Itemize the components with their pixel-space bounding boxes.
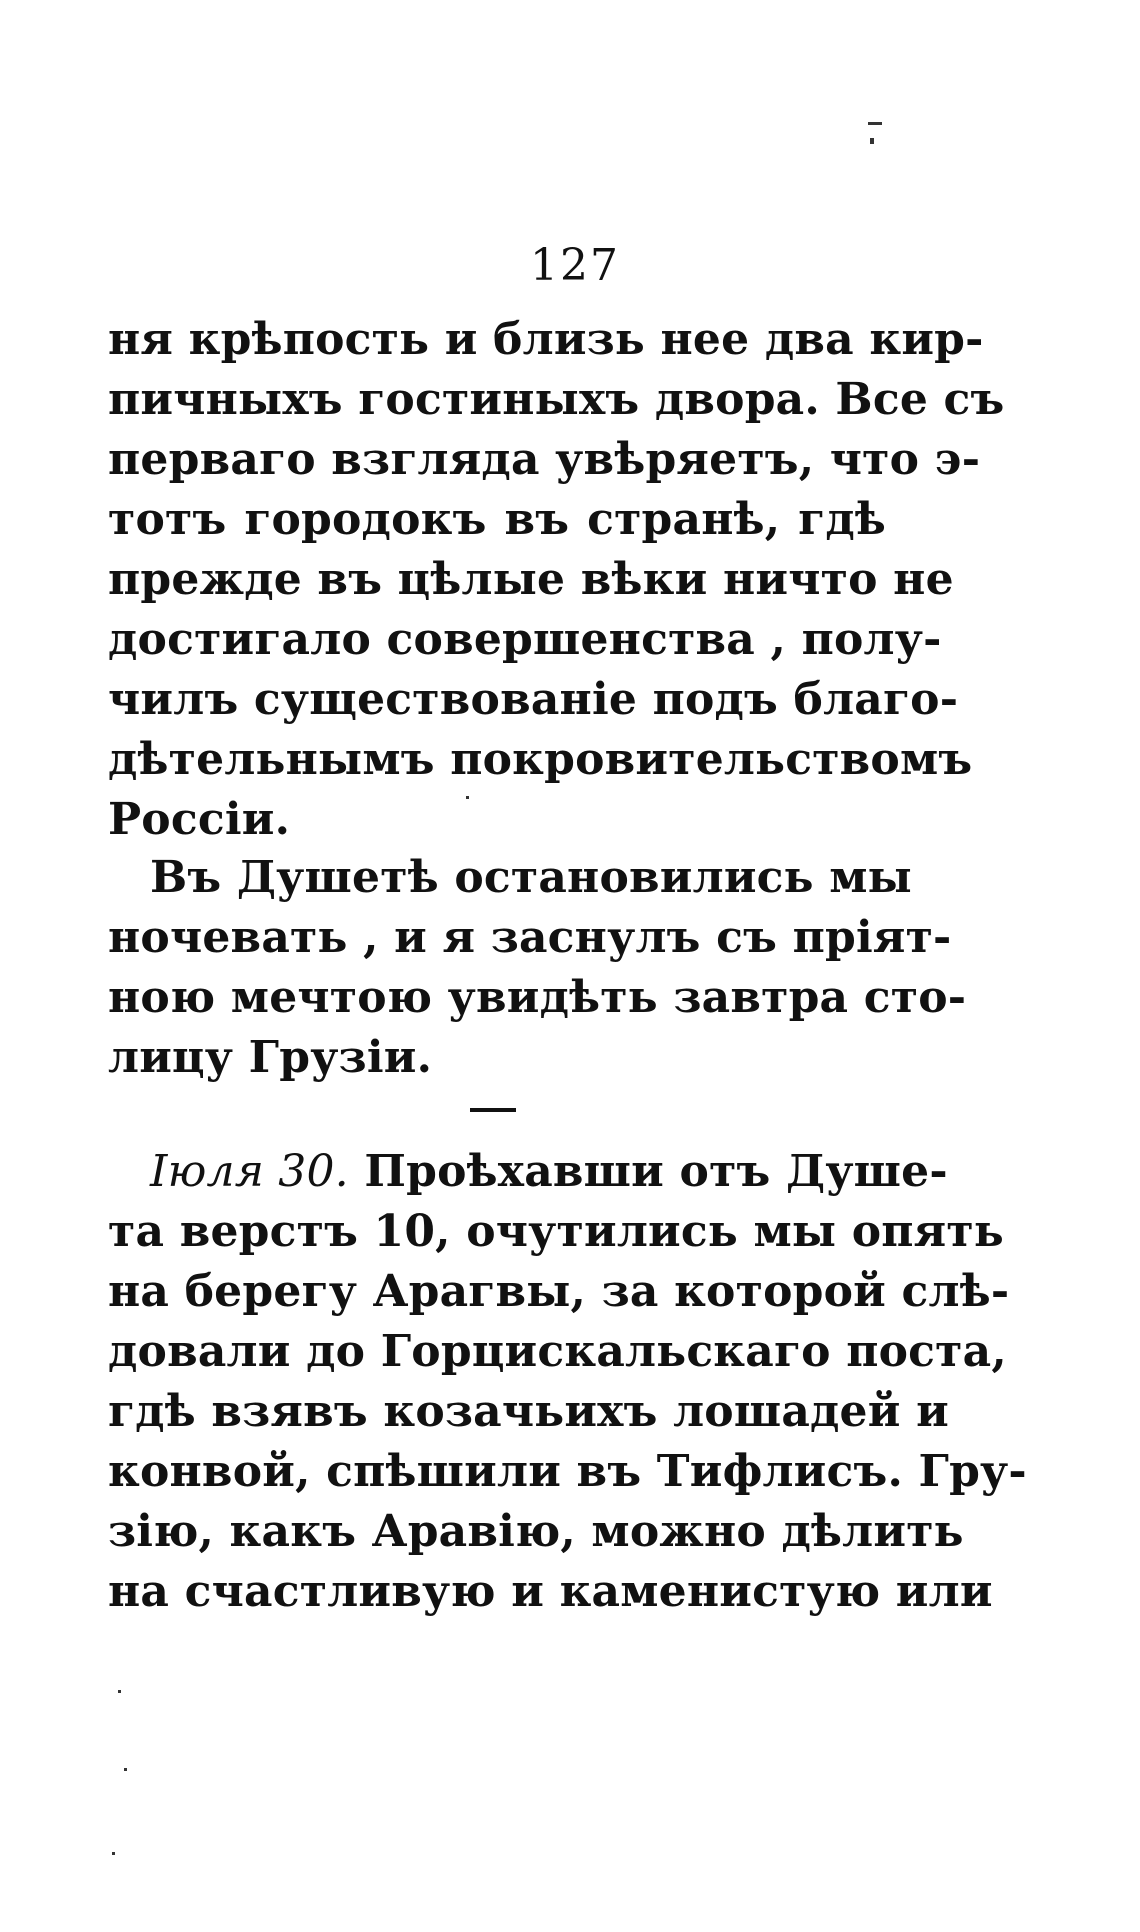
- text-line: ня крѣпость и близь нее два кир-: [108, 314, 984, 365]
- text-line: Россіи.: [108, 794, 291, 845]
- scan-speck: [118, 1690, 121, 1693]
- scan-speck: [868, 122, 882, 125]
- text-line: ною мечтою увидѣть завтра сто-: [108, 972, 967, 1023]
- first-line-rest: Проѣхавши отъ Душе-: [364, 1146, 948, 1197]
- text-line: на берегу Арагвы, за которой слѣ-: [108, 1266, 1010, 1317]
- scan-speck: [466, 796, 469, 799]
- page-number: 127: [530, 240, 620, 291]
- scan-speck: [112, 1852, 115, 1855]
- text-line: Въ Душетѣ остановились мы: [150, 852, 912, 903]
- text-line: перваго взгляда увѣряетъ, что э-: [108, 434, 981, 485]
- text-line: на счастливую и каменистую или: [108, 1566, 993, 1617]
- text-line: тотъ городокъ въ странѣ, гдѣ: [108, 494, 886, 545]
- scan-speck: [870, 138, 874, 144]
- paragraph-1: [108, 310, 1005, 850]
- text-line: ночевать , и я заснулъ съ пріят-: [108, 912, 952, 963]
- text-line: лицу Грузіи.: [108, 1032, 433, 1083]
- text-line: пичныхъ гостиныхъ двора. Все съ: [108, 374, 1005, 425]
- text-line: довали до Горцискальскаго поста,: [108, 1326, 1007, 1377]
- text-line: конвой, спѣшили въ Тифлисъ. Гру-: [108, 1446, 1027, 1497]
- text-line: та верстъ 10, очутились мы опять: [108, 1206, 1004, 1257]
- text-line: достигало совершенства , полу-: [108, 614, 942, 665]
- section-separator: [470, 1108, 516, 1112]
- date-lead: Іюля 30.: [150, 1146, 349, 1197]
- text-line-first: [108, 1142, 948, 1202]
- text-line: дѣтельнымъ покровительствомъ: [108, 734, 973, 785]
- text-line: чилъ существованіе подъ благо-: [108, 674, 959, 725]
- scan-speck: [124, 1768, 127, 1771]
- text-line: зію, какъ Аравію, можно дѣлить: [108, 1506, 964, 1557]
- text-line: прежде въ цѣлые вѣки ничто не: [108, 554, 954, 605]
- paragraph-2: [108, 848, 967, 1088]
- paragraph-3: [108, 1142, 1027, 1622]
- text-line: гдѣ взявъ козачьихъ лошадей и: [108, 1386, 949, 1437]
